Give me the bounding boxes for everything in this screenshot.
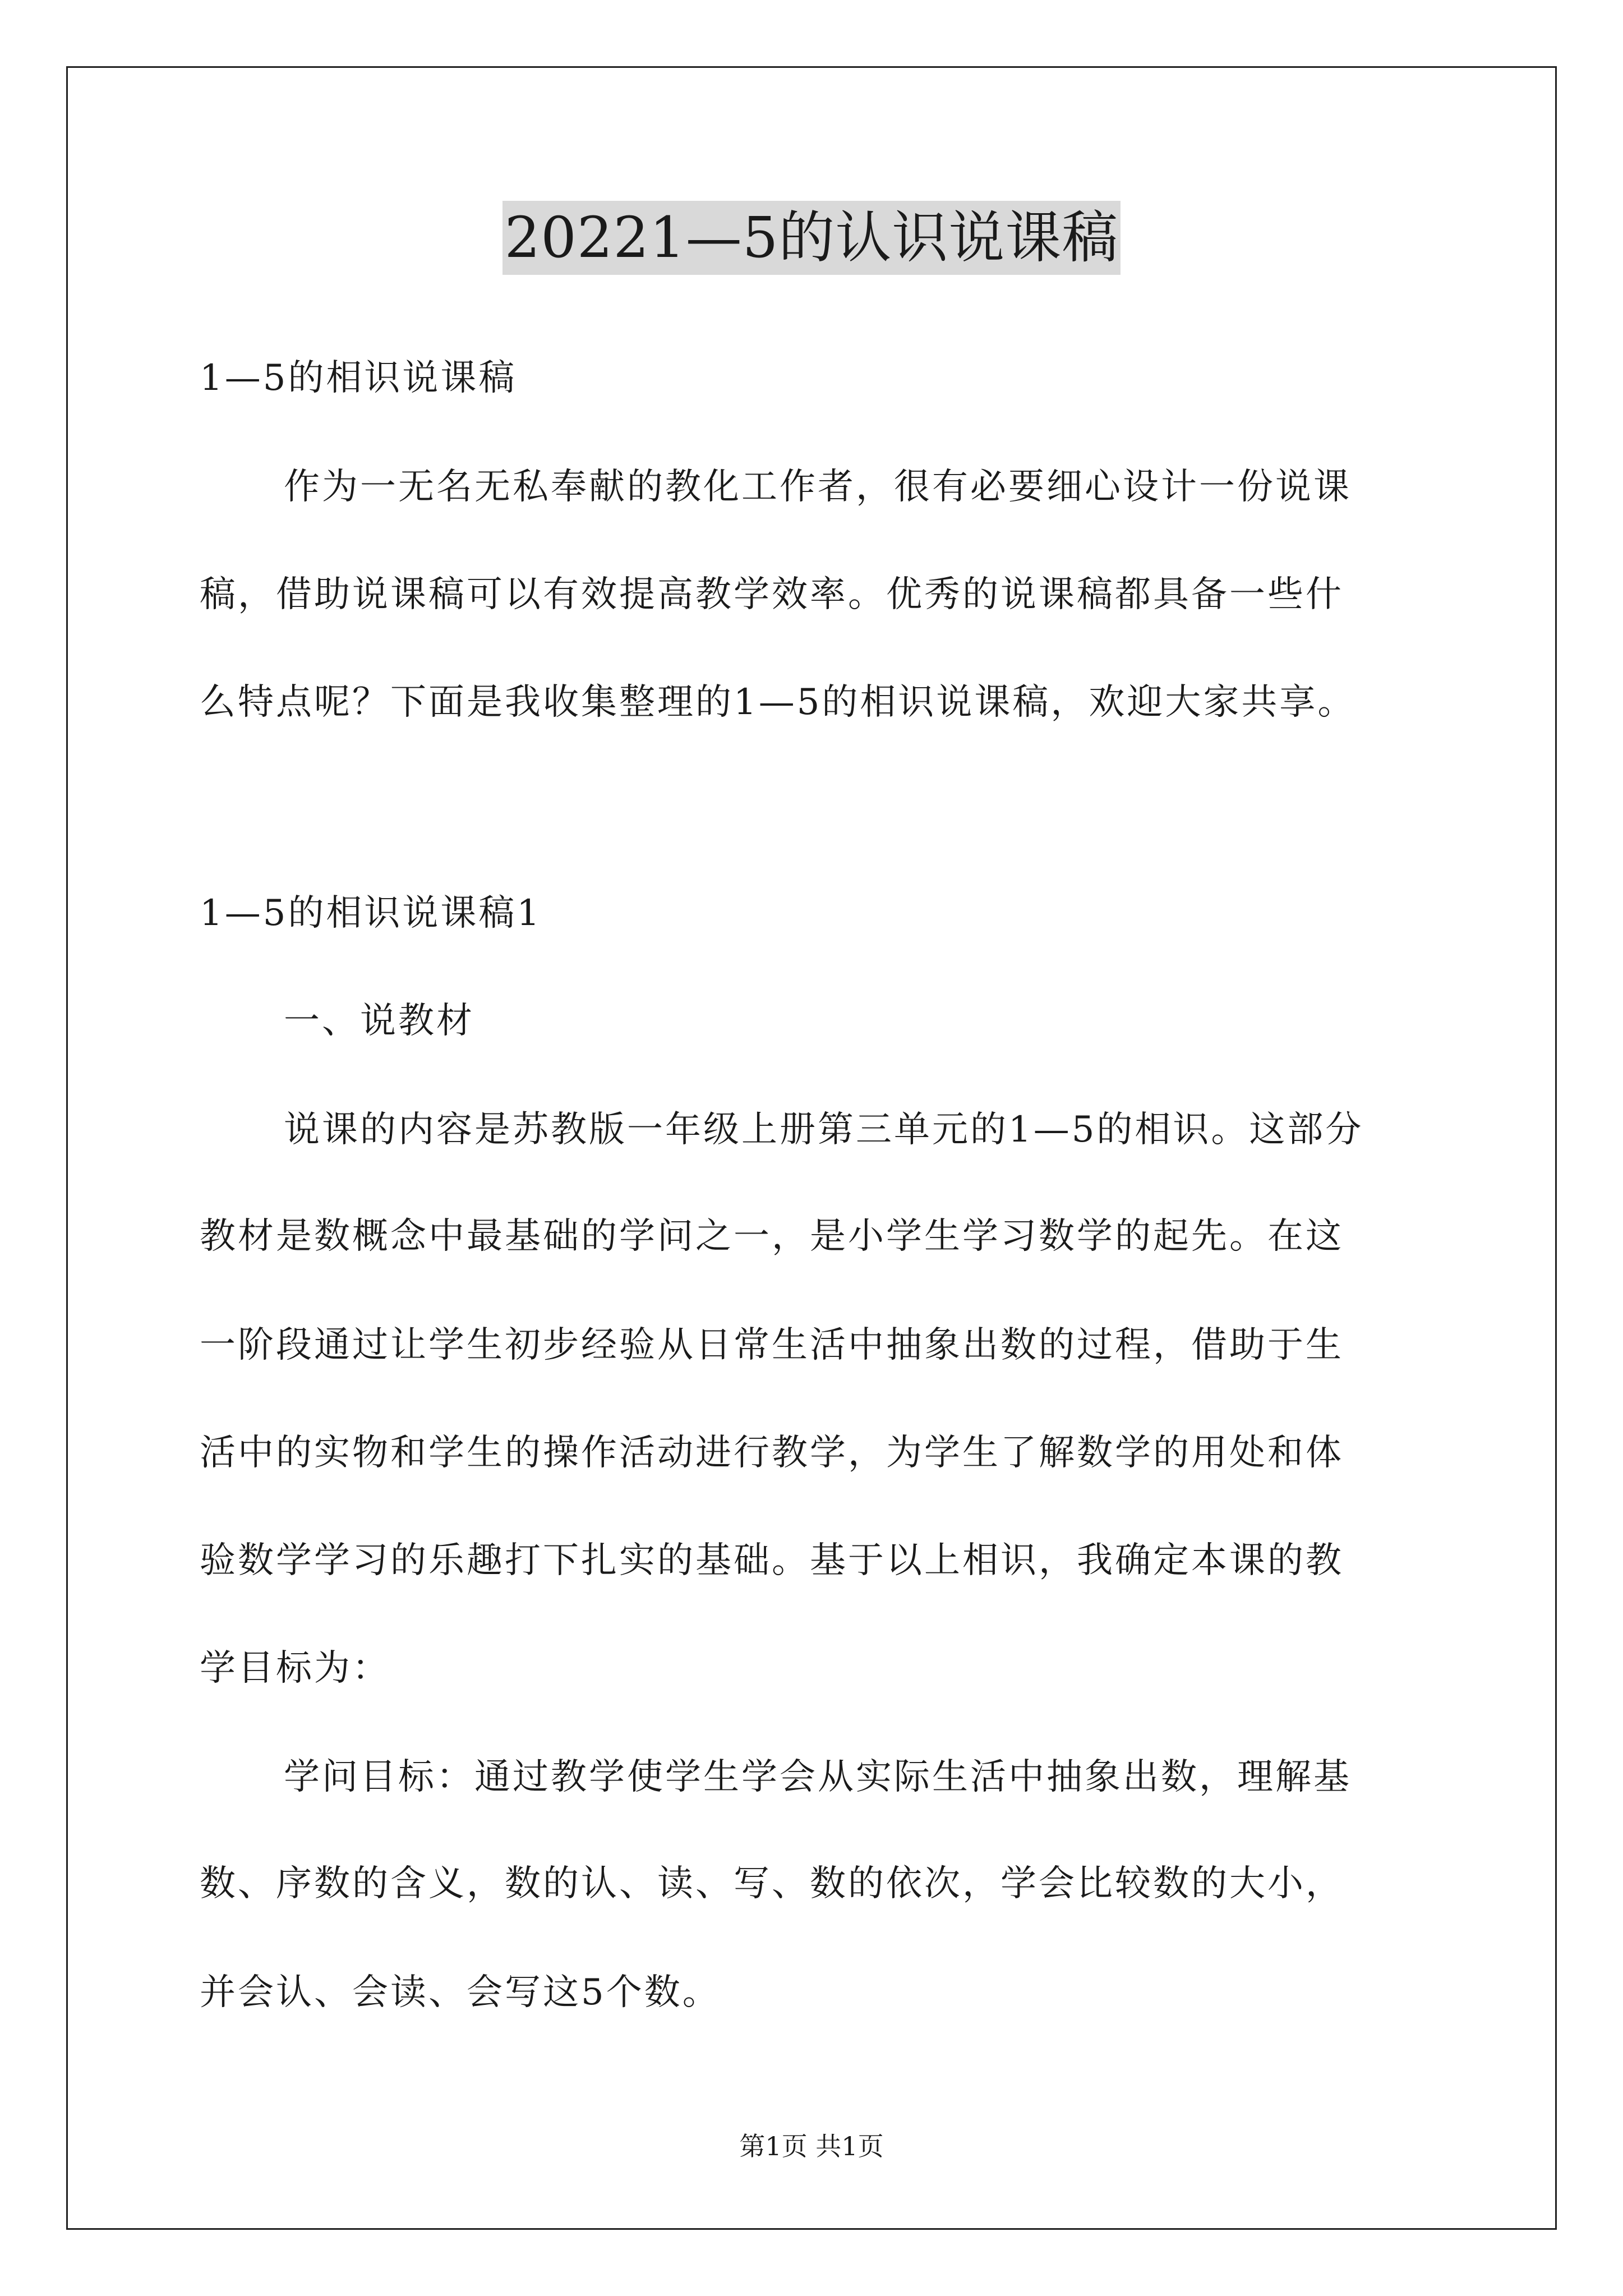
paragraph-line: 一阶段通过让学生初步经验从日常生活中抽象出数的过程，借助于生 <box>200 1324 1344 1366</box>
paragraph-line: 数、序数的含义，数的认、读、写、数的依次，学会比较数的大小， <box>200 1863 1344 1904</box>
paragraph-line: 并会认、会读、会写这5个数。 <box>200 1972 721 2013</box>
document-title: 20221—5的认识说课稿 <box>502 201 1121 275</box>
paragraph-line: 么特点呢？下面是我收集整理的1—5的相识说课稿，欢迎大家共享。 <box>200 682 1356 723</box>
paragraph-line: 说课的内容是苏教版一年级上册第三单元的1—5的相识。这部分 <box>284 1109 1364 1151</box>
subsection-heading: 一、说教材 <box>284 1000 474 1042</box>
paragraph-line: 教材是数概念中最基础的学问之一，是小学生学习数学的起先。在这 <box>200 1216 1344 1257</box>
subtitle-line: 1—5的相识说课稿 <box>200 357 517 399</box>
page-footer: 第1页 共1页 <box>739 2131 884 2161</box>
paragraph-line: 学目标为： <box>200 1648 390 1689</box>
paragraph-line: 稿，借助说课稿可以有效提高教学效率。优秀的说课稿都具备一些什 <box>200 574 1344 615</box>
paragraph-line: 学问目标：通过教学使学生学会从实际生活中抽象出数，理解基 <box>284 1756 1352 1798</box>
title-container <box>0 201 1623 275</box>
section-heading: 1—5的相识说课稿1 <box>200 892 542 934</box>
paragraph-line: 验数学学习的乐趣打下扎实的基础。基于以上相识，我确定本课的教 <box>200 1540 1344 1581</box>
paragraph-line: 活中的实物和学生的操作活动进行教学，为学生了解数学的用处和体 <box>200 1432 1344 1474</box>
paragraph-line: 作为一无名无私奉献的教化工作者，很有必要细心设计一份说课 <box>284 466 1352 508</box>
